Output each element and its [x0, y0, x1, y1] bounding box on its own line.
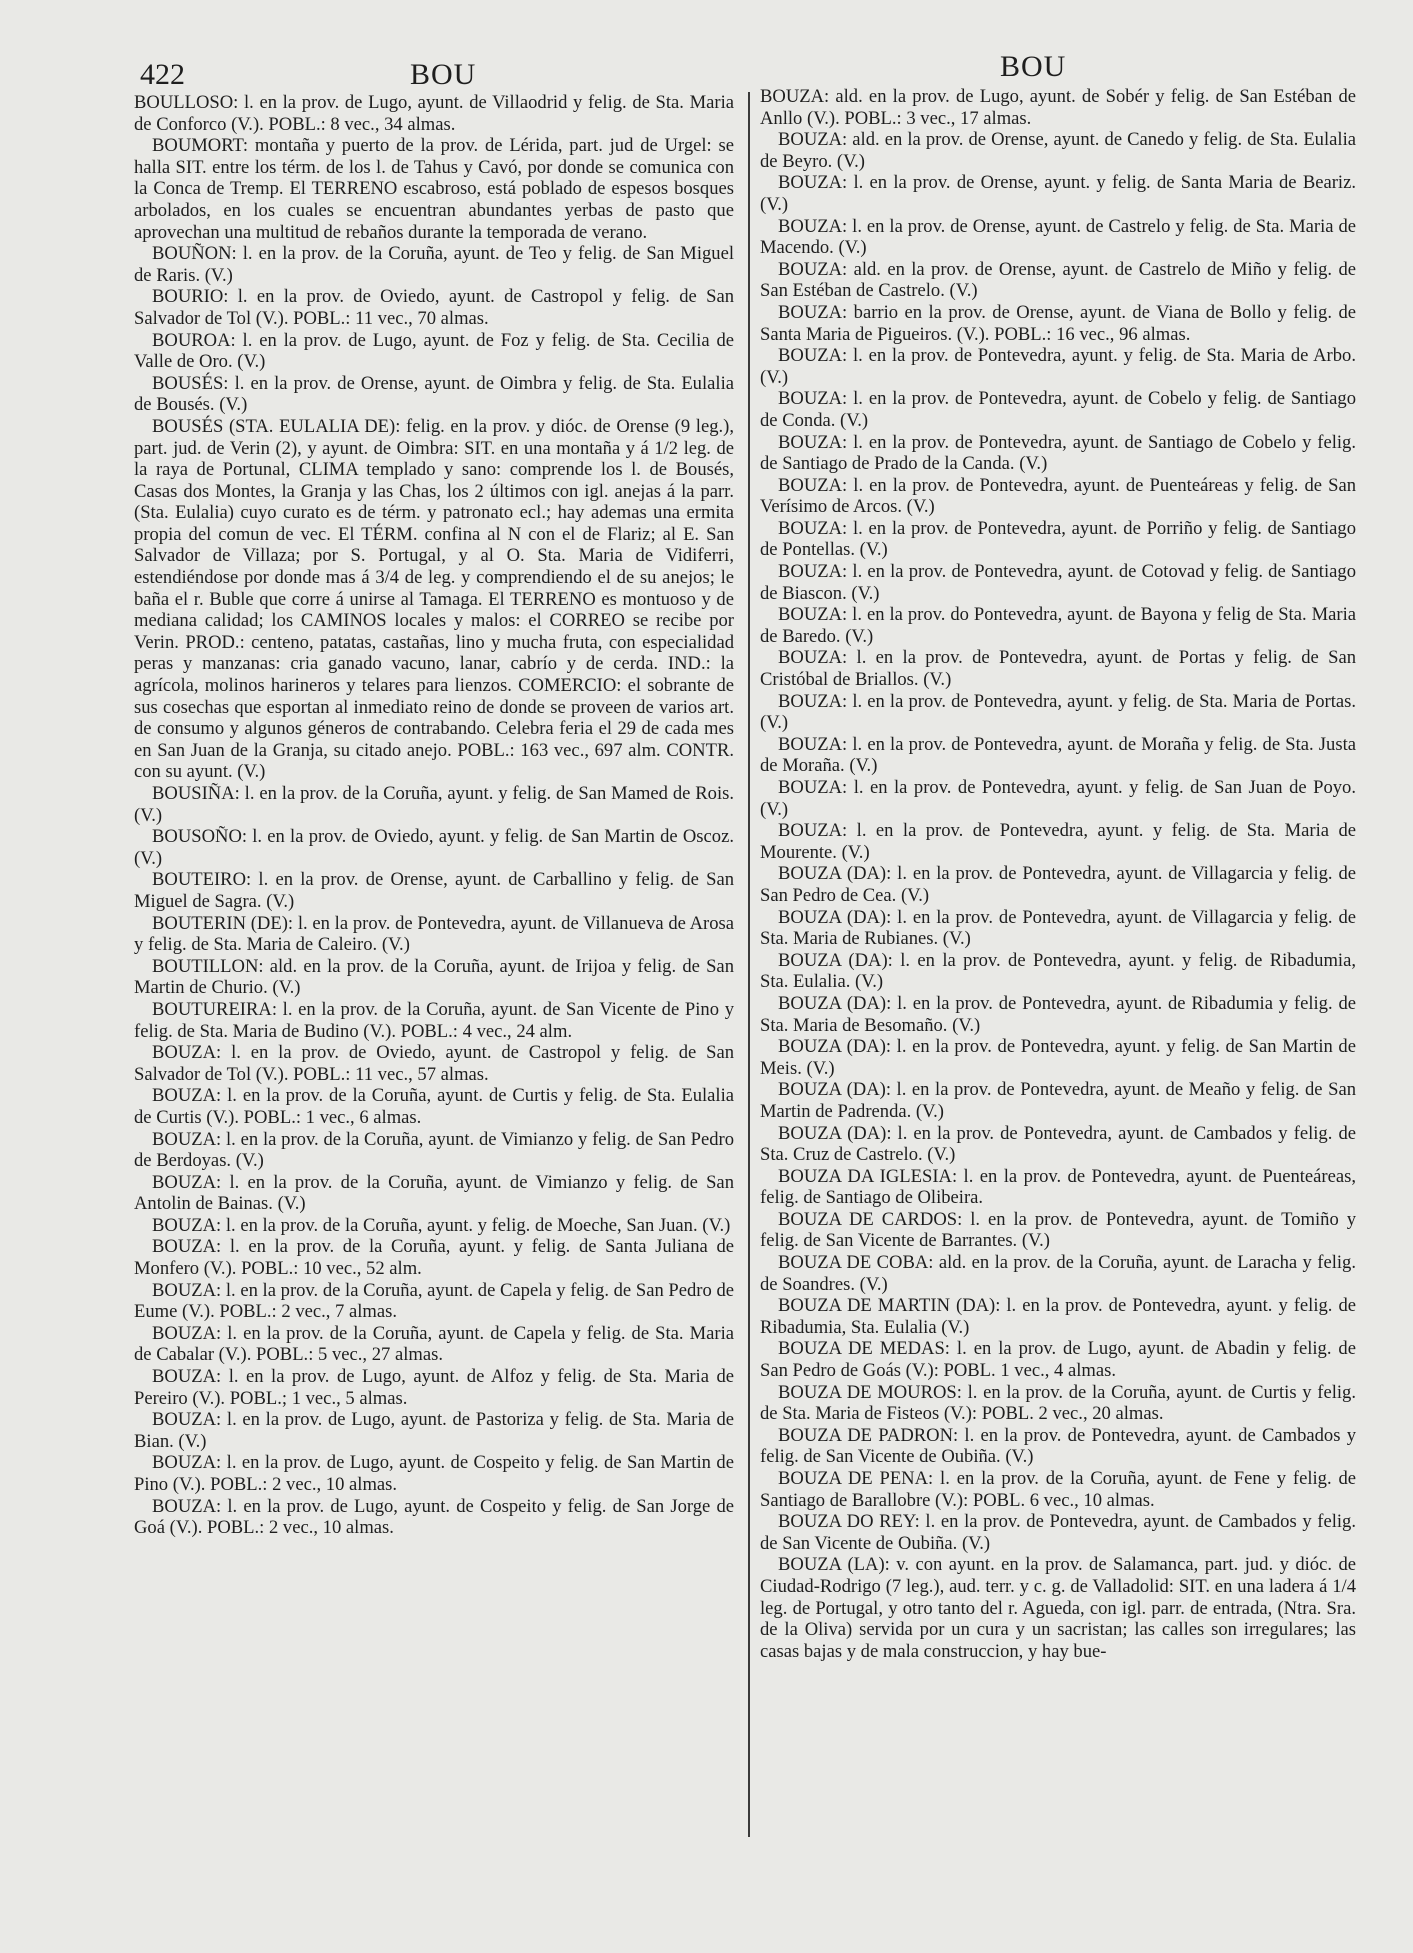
- dictionary-entry: BOUZA: l. en la prov. de Pontevedra, ayunt. de Santiago de Cobelo y felig. de Santiago de Prado de la Canda. (V.): [760, 431, 1356, 475]
- dictionary-entry: BOUZA: barrio en la prov. de Orense, ayunt. de Viana de Bollo y felig. de Santa Maria de Pigueiros. (V.). POBL.: 16 vec., 96 almas.: [760, 301, 1356, 345]
- dictionary-entry: BOUZA DE CARDOS: l. en la prov. de Pontevedra, ayunt. de Tomiño y felig. de San Vicente de Barrantes. (V.): [760, 1208, 1356, 1252]
- dictionary-entry: BOUZA DA IGLESIA: l. en la prov. de Pontevedra, ayunt. de Puenteáreas, felig. de Santiago de Olibeira.: [760, 1165, 1356, 1209]
- dictionary-entry: BOUSÉS: l. en la prov. de Orense, ayunt. de Oimbra y felig. de Sta. Eulalia de Bousés. (V.): [134, 372, 734, 416]
- dictionary-entry: BOUZA: l. en la prov. de Pontevedra, ayunt. de Puenteáreas y felig. de San Verísimo de Arcos. (V.): [760, 474, 1356, 518]
- dictionary-entry: BOUZA: l. en la prov. de Oviedo, ayunt. de Castropol y felig. de San Salvador de Tol (V.). POBL.: 11 vec., 57 almas.: [134, 1042, 734, 1085]
- dictionary-entry: BOUTILLON: ald. en la prov. de la Coruña, ayunt. de Irijoa y felig. de San Martin de Churio. (V.): [134, 955, 734, 999]
- dictionary-entry: BOUZA DE COBA: ald. en la prov. de la Coruña, ayunt. de Laracha y felig. de Soandres. (V.): [760, 1252, 1356, 1295]
- dictionary-entry: BOUZA: l. en la prov. de Lugo, ayunt. de Cospeito y felig. de San Martin de Pino (V.). POBL.: 2 vec., 10 almas.: [134, 1452, 734, 1495]
- dictionary-entry: BOUZA (DA): l. en la prov. de Pontevedra, ayunt. de Villagarcia y felig. de San Pedro de Cea. (V.): [760, 863, 1356, 906]
- dictionary-entry: BOUZA: ald. en la prov. de Lugo, ayunt. de Sobér y felig. de San Estéban de Anllo (V.). POBL.: 3 vec., 17 almas.: [760, 86, 1356, 129]
- dictionary-entry: BOUZA: l. en la prov. de Lugo, ayunt. de Pastoriza y felig. de Sta. Maria de Bian. (V.): [134, 1409, 734, 1452]
- dictionary-entry: BOUZA DE PENA: l. en la prov. de la Coruña, ayunt. de Fene y felig. de Santiago de Barallobre (V.): POBL. 6 vec., 10 almas.: [760, 1468, 1356, 1511]
- dictionary-entry: BOUZA: l. en la prov. de Lugo, ayunt. de Alfoz y felig. de Sta. Maria de Pereiro (V.). POBL.; 1 vec., 5 almas.: [134, 1366, 734, 1409]
- dictionary-entry: BOUMORT: montaña y puerto de la prov. de Lérida, part. jud de Urgel: se halla SIT. entre los térm. de los l. de Tahus y Cavó, por donde se comunica con la Conca de Tremp. El TERRENO escabroso, está poblado de espesos bosques arbolados, en los cuales se encuentran abundantes yerbas de pasto que aprovechan una multitud de rebaños durante la temporada de verano.: [134, 135, 734, 243]
- dictionary-entry: BOUZA: l. en la prov. de la Coruña, ayunt. de Capela y felig. de Sta. Maria de Cabalar (V.). POBL.: 5 vec., 27 almas.: [134, 1322, 734, 1366]
- dictionary-entry: BOUZA: l. en la prov. de Orense, ayunt. de Castrelo y felig. de Sta. Maria de Macendo. (V.): [760, 215, 1356, 259]
- dictionary-entry: BOUZA: l. en la prov. de la Coruña, ayunt. y felig. de Moeche, San Juan. (V.): [152, 1214, 731, 1236]
- dictionary-entry: BOUZA: l. en la prov. de la Coruña, ayunt. y felig. de Santa Juliana de Monfero (V.). POBL.: 10 vec., 52 alm.: [134, 1236, 734, 1280]
- dictionary-entry: BOUZA (DA): l. en la prov. de Pontevedra, ayunt. de Meaño y felig. de San Martin de Padrenda. (V.): [760, 1079, 1356, 1122]
- dictionary-entry: BOUZA: l. en la prov. de la Coruña, ayunt. de Capela y felig. de San Pedro de Eume (V.). POBL.: 2 vec., 7 almas.: [134, 1279, 734, 1323]
- right-column: [760, 86, 1356, 1662]
- dictionary-entry: BOUZA: ald. en la prov. de Orense, ayunt. de Canedo y felig. de Sta. Eulalia de Beyro. (V.): [760, 129, 1356, 172]
- dictionary-entry: BOUZA: l. en la prov. do Pontevedra, ayunt. de Bayona y felig de Sta. Maria de Baredo. (V.): [760, 604, 1356, 647]
- dictionary-entry: BOUÑON: l. en la prov. de la Coruña, ayunt. de Teo y felig. de San Miguel de Raris. (V.): [134, 243, 734, 286]
- dictionary-entry: BOUZA DE PADRON: l. en la prov. de Pontevedra, ayunt. de Cambados y felig. de San Vicente de Oubiña. (V.): [760, 1424, 1356, 1468]
- dictionary-entry: BOUZA: l. en la prov. de Pontevedra, ayunt. de Moraña y felig. de Sta. Justa de Moraña. (V.): [760, 733, 1356, 777]
- dictionary-entry: BOUSIÑA: l. en la prov. de la Coruña, ayunt. y felig. de San Mamed de Rois. (V.): [134, 783, 734, 826]
- dictionary-entry: BOUROA: l. en la prov. de Lugo, ayunt. de Foz y felig. de Sta. Cecilia de Valle de Oro. (V.): [134, 329, 734, 373]
- dictionary-entry: BOUZA: l. en la prov. de Pontevedra, ayunt. y felig. de Sta. Maria de Mourente. (V.): [760, 820, 1356, 863]
- dictionary-entry: BOUZA: l. en la prov. de Pontevedra, ayunt. de Cobelo y felig. de Santiago de Conda. (V.): [760, 388, 1356, 431]
- dictionary-entry: BOUZA DE MEDAS: l. en la prov. de Lugo, ayunt. de Abadin y felig. de San Pedro de Goás (V.): POBL. 1 vec., 4 almas.: [760, 1338, 1356, 1382]
- dictionary-entry: BOUZA: l. en la prov. de la Coruña, ayunt. de Curtis y felig. de Sta. Eulalia de Curtis (V.). POBL.: 1 vec., 6 almas.: [134, 1085, 734, 1128]
- dictionary-entry: BOUZA (DA): l. en la prov. de Pontevedra, ayunt. y felig. de San Martin de Meis. (V.): [760, 1036, 1356, 1079]
- dictionary-entry: BOUZA (LA): v. con ayunt. en la prov. de Salamanca, part. jud. y dióc. de Ciudad-Rodrigo (7 leg.), aud. terr. y c. g. de Valladolid: SIT. en una ladera á 1/4 leg. de Portugal, y otro tanto del r. Agueda, con igl. parr. de entrada, (Ntra. Sra. de la Oliva) servida por un cura y un sacristan; las calles son irregulares; las casas bajas y de mala construccion, y hay bue-: [760, 1554, 1356, 1662]
- dictionary-entry: BOUZA: ald. en la prov. de Orense, ayunt. de Castrelo de Miño y felig. de San Estéban de Castrelo. (V.): [760, 258, 1356, 302]
- dictionary-entry: BOUZA: l. en la prov. de Pontevedra, ayunt. de Portas y felig. de San Cristóbal de Briallos. (V.): [760, 647, 1356, 691]
- dictionary-entry: BOUZA (DA): l. en la prov. de Pontevedra, ayunt. de Ribadumia y felig. de Sta. Maria de Besomaño. (V.): [760, 992, 1356, 1036]
- dictionary-entry: BOUZA: l. en la prov. de la Coruña, ayunt. de Vimianzo y felig. de San Pedro de Berdoyas. (V.): [134, 1128, 734, 1172]
- left-column: [134, 92, 734, 1539]
- dictionary-entry: BOUZA: l. en la prov. de Lugo, ayunt. de Cospeito y felig. de San Jorge de Goá (V.). POBL.: 2 vec., 10 almas.: [134, 1495, 734, 1539]
- dictionary-entry: BOUZA (DA): l. en la prov. de Pontevedra, ayunt. de Villagarcia y felig. de Sta. Maria de Rubianes. (V.): [760, 906, 1356, 950]
- dictionary-entry: BOUZA (DA): l. en la prov. de Pontevedra, ayunt. de Cambados y felig. de Sta. Cruz de Castrelo. (V.): [760, 1122, 1356, 1166]
- dictionary-entry: BOURIO: l. en la prov. de Oviedo, ayunt. de Castropol y felig. de San Salvador de Tol (V.). POBL.: 11 vec., 70 almas.: [134, 286, 734, 329]
- dictionary-entry: BOUSOÑO: l. en la prov. de Oviedo, ayunt. y felig. de San Martin de Oscoz. (V.): [134, 826, 734, 869]
- dictionary-entry: BOUTERIN (DE): l. en la prov. de Pontevedra, ayunt. de Villanueva de Arosa y felig. de Sta. Maria de Caleiro. (V.): [134, 912, 734, 956]
- dictionary-entry: BOUZA: l. en la prov. de Pontevedra, ayunt. de Cotovad y felig. de Santiago de Biascon. (V.): [760, 561, 1356, 604]
- dictionary-entry: BOUZA: l. en la prov. de Pontevedra, ayunt. y felig. de San Juan de Poyo. (V.): [760, 777, 1356, 820]
- dictionary-entry: BOUZA: l. en la prov. de Pontevedra, ayunt. de Porriño y felig. de Santiago de Pontellas. (V.): [760, 517, 1356, 561]
- dictionary-entry: BOUSÉS (STA. EULALIA DE): felig. en la prov. y dióc. de Orense (9 leg.), part. jud. de Verin (2), y ayunt. de Oimbra: SIT. en una montaña y á 1/2 leg. de la raya de Portunal, CLIMA templado y sano: comprende los l. de Bousés, Casas dos Montes, la Granja y las Chas, los 2 últimos con igl. anejas á la parr. (Sta. Eulalia) cuyo curato es de térm. y patronato ecl.; hay ademas una ermita propia del comun de vec. El TÉRM. confina al N con el de Flariz; al E. San Salvador de Villaza; por S. Portugal, y al O. Sta. Maria de Vidiferri, estendiéndose por donde mas á 3/4 de leg. y comprendiendo el de su anejos; le baña el r. Buble que corre á unirse al Tamaga. El TERRENO es montuoso y de mediana calidad; los CAMINOS locales y malos: el CORREO se recibe por Verin. PROD.: centeno, patatas, castañas, lino y mucha fruta, con especialidad peras y manzanas: cria ganado vacuno, lanar, cabrío y de cerda. IND.: la agrícola, molinos harineros y telares para lienzos. COMERCIO: el sobrante de sus cosechas que esportan al inmediato reino de donde se proveen de varios art. de consumo y algunos géneros de contrabando. Celebra feria el 29 de cada mes en San Juan de la Granja, su citado anejo. POBL.: 163 vec., 697 alm. CONTR. con su ayunt. (V.): [134, 415, 734, 783]
- running-head-left: BOU: [410, 58, 477, 91]
- dictionary-entry: BOUTEIRO: l. en la prov. de Orense, ayunt. de Carballino y felig. de San Miguel de Sagra. (V.): [134, 869, 734, 912]
- column-divider: [748, 92, 750, 1837]
- dictionary-entry: BOUZA (DA): l. en la prov. de Pontevedra, ayunt. y felig. de Ribadumia, Sta. Eulalia. (V.): [760, 949, 1356, 993]
- dictionary-entry: BOULLOSO: l. en la prov. de Lugo, ayunt. de Villaodrid y felig. de Sta. Maria de Conforco (V.). POBL.: 8 vec., 34 almas.: [134, 92, 734, 135]
- page-number: 422: [140, 58, 185, 91]
- dictionary-entry: BOUZA: l. en la prov. de la Coruña, ayunt. de Vimianzo y felig. de San Antolin de Bainas. (V.): [134, 1171, 734, 1215]
- dictionary-entry: BOUZA: l. en la prov. de Orense, ayunt. y felig. de Santa Maria de Beariz. (V.): [760, 172, 1356, 215]
- dictionary-entry: BOUZA: l. en la prov. de Pontevedra, ayunt. y felig. de Sta. Maria de Portas. (V.): [760, 690, 1356, 734]
- dictionary-entry: BOUTUREIRA: l. en la prov. de la Coruña, ayunt. de San Vicente de Pino y felig. de Sta. Maria de Budino (V.). POBL.: 4 vec., 24 alm.: [134, 998, 734, 1042]
- running-head-right: BOU: [1000, 50, 1067, 83]
- dictionary-entry: BOUZA DE MARTIN (DA): l. en la prov. de Pontevedra, ayunt. y felig. de Ribadumia, Sta. Eulalia (V.): [760, 1295, 1356, 1338]
- dictionary-entry: BOUZA: l. en la prov. de Pontevedra, ayunt. y felig. de Sta. Maria de Arbo. (V.): [760, 345, 1356, 388]
- dictionary-entry: BOUZA DE MOUROS: l. en la prov. de la Coruña, ayunt. de Curtis y felig. de Sta. Maria de Fisteos (V.): POBL. 2 vec., 20 almas.: [760, 1381, 1356, 1425]
- dictionary-entry: BOUZA DO REY: l. en la prov. de Pontevedra, ayunt. de Cambados y felig. de San Vicente de Oubiña. (V.): [760, 1511, 1356, 1554]
